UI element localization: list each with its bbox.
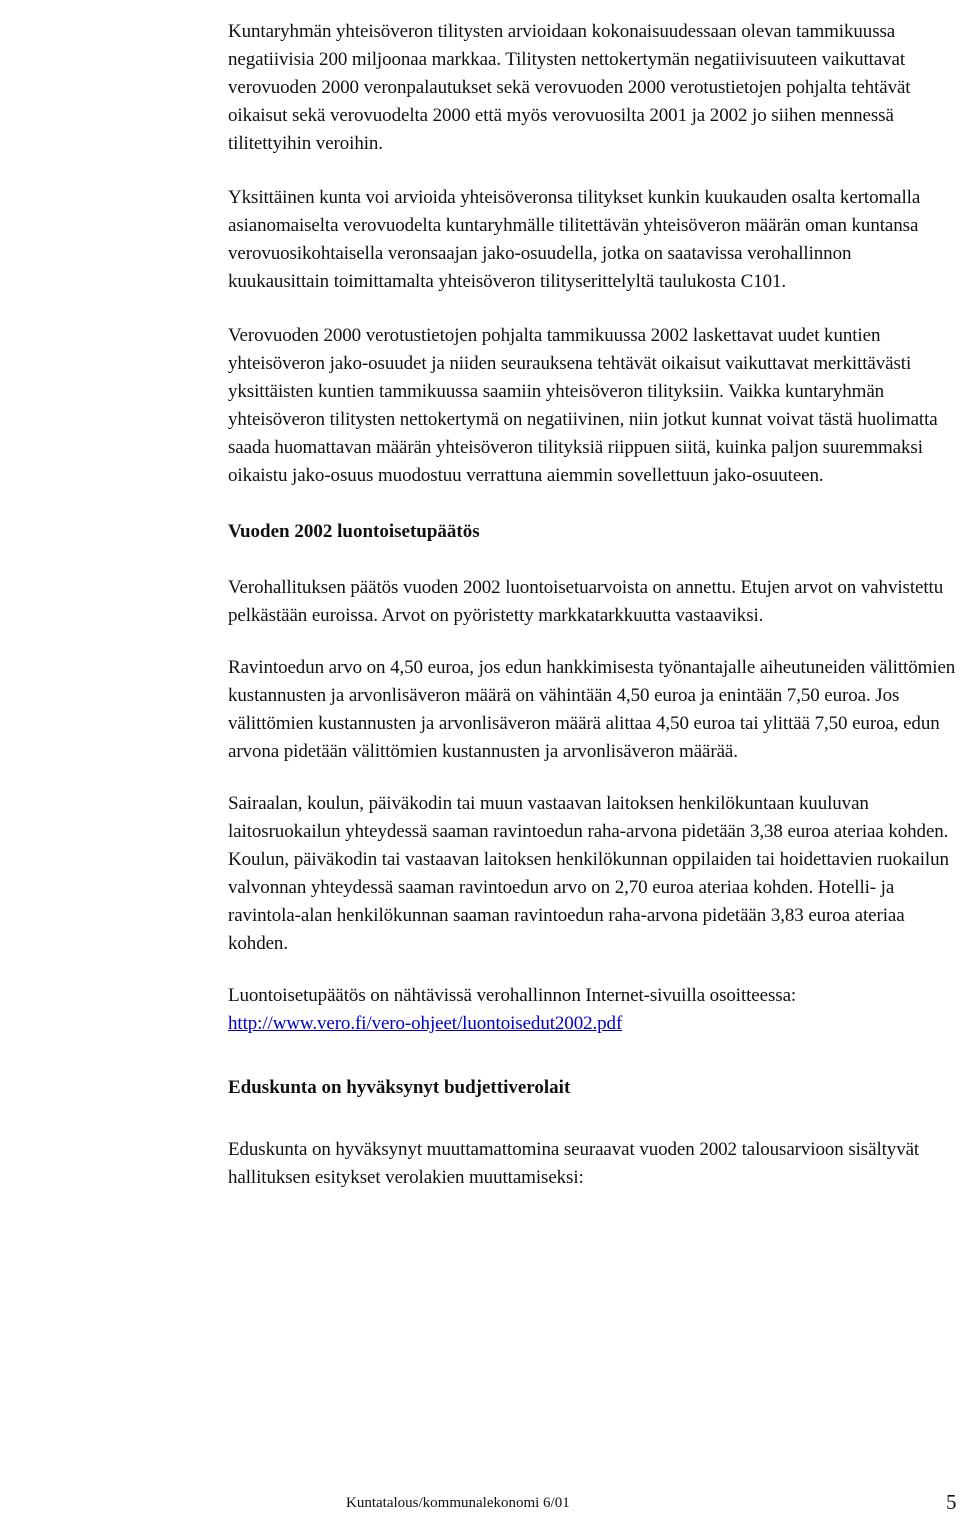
paragraph-tax-shares: Verovuoden 2000 verotustietojen pohjalta tammikuussa 2002 laskettavat uudet kuntien yhteisöveron jako-osuudet ja niiden seurauksena tehtävät oikaisut vaikuttavat merkittävästi yksittäisten kuntien tammikuussa saamiin yhteisöveron tilityksiin. Vaikka kuntaryhmän yhteisöveron tilitysten nettokertymä on negatiivinen, niin jotkut kunnat voivat tästä huolimatta saada huomattavan määrän yhteisöveron tilityksiä riippuen siitä, kuinka paljon suuremmaksi oikaistu jako-osuus muodostuu verrattuna aiemmin sovellettuun jako-osuuteen. [228, 325, 938, 486]
paragraph-benefit-decision-intro: Verohallituksen päätös vuoden 2002 luontoisetuarvoista on annettu. Etujen arvot on vahvistettu pelkästään euroissa. Arvot on pyöristetty markkatarkkuutta vastaaviksi. [228, 577, 944, 626]
paragraph-decision-online [228, 982, 956, 1038]
paragraph-municipality-estimate: Yksittäinen kunta voi arvioida yhteisöveronsa tilitykset kunkin kuukauden osalta kertomalla asianomaiselta verovuodelta kuntaryhmälle tilitettävän yhteisöveron määrän oman kuntansa verovuosikohtaisella veronsaajan jako-osuudella, jotka on saatavissa verohallinnon kuukausittain toimittamalta yhteisöveron tilityserittelyltä taulukosta C101. [228, 187, 921, 292]
paragraph-budget-tax-laws: Eduskunta on hyväksynyt muuttamattomina seuraavat vuoden 2002 talousarvioon sisältyvät hallituksen esitykset verolakien muuttamiseksi: [228, 1139, 920, 1188]
heading-benefit-decision: Vuoden 2002 luontoisetupäätös [228, 521, 480, 542]
footer-publication: Kuntatalous/kommunalekonomi 6/01 [346, 1495, 570, 1511]
paragraph-institution-meals: Sairaalan, koulun, päiväkodin tai muun vastaavan laitoksen henkilökuntaan kuuluvan laitosruokailun yhteydessä saaman ravintoedun raha-arvona pidetään 3,38 euroa ateriaa kohden. Koulun, päiväkodin tai vastaavan laitoksen henkilökunnan oppilaiden tai hoidettavien ruokailun valvonnan yhteydessä saaman ravintoedun arvo on 2,70 euroa ateriaa kohden. Hotelli- ja ravintola-alan henkilökunnan saaman ravintoedun raha-arvona pidetään 3,83 euroa ateriaa kohden. [228, 793, 949, 954]
paragraph-corporate-tax-estimate: Kuntaryhmän yhteisöveron tilitysten arvioidaan kokonaisuudessaan olevan tammikuussa negatiivisia 200 miljoonaa markkaa. Tilitysten nettokertymän negatiivisuuteen vaikuttavat verovuoden 2000 veronpalautukset sekä verovuoden 2000 verotustietojen pohjalta tehtävät oikaisut sekä verovuodelta 2000 että myös verovuosilta 2001 ja 2002 jo siihen mennessä tilitettyihin veroihin. [228, 21, 911, 154]
paragraph-meal-benefit: Ravintoedun arvo on 4,50 euroa, jos edun hankkimisesta työnantajalle aiheutuneiden välittömien kustannusten ja arvonlisäveron määrä on vähintään 4,50 euroa ja enintään 7,50 euroa. Jos välittömien kustannusten ja arvonlisäveron määrä alittaa 4,50 euroa tai ylittää 7,50 euroa, edun arvona pidetään välittömien kustannusten ja arvonlisäveron määrää. [228, 657, 956, 762]
heading-budget-tax-laws: Eduskunta on hyväksynyt budjettiverolait [228, 1077, 571, 1098]
page-number: 5 [946, 1490, 957, 1514]
decision-online-text: Luontoisetupäätös on nähtävissä verohallinnon Internet-sivuilla osoitteessa: [228, 985, 797, 1006]
document-body [228, 18, 956, 1192]
benefit-decision-link[interactable]: http://www.vero.fi/vero-ohjeet/luontoisedut2002.pdf [228, 1013, 623, 1034]
